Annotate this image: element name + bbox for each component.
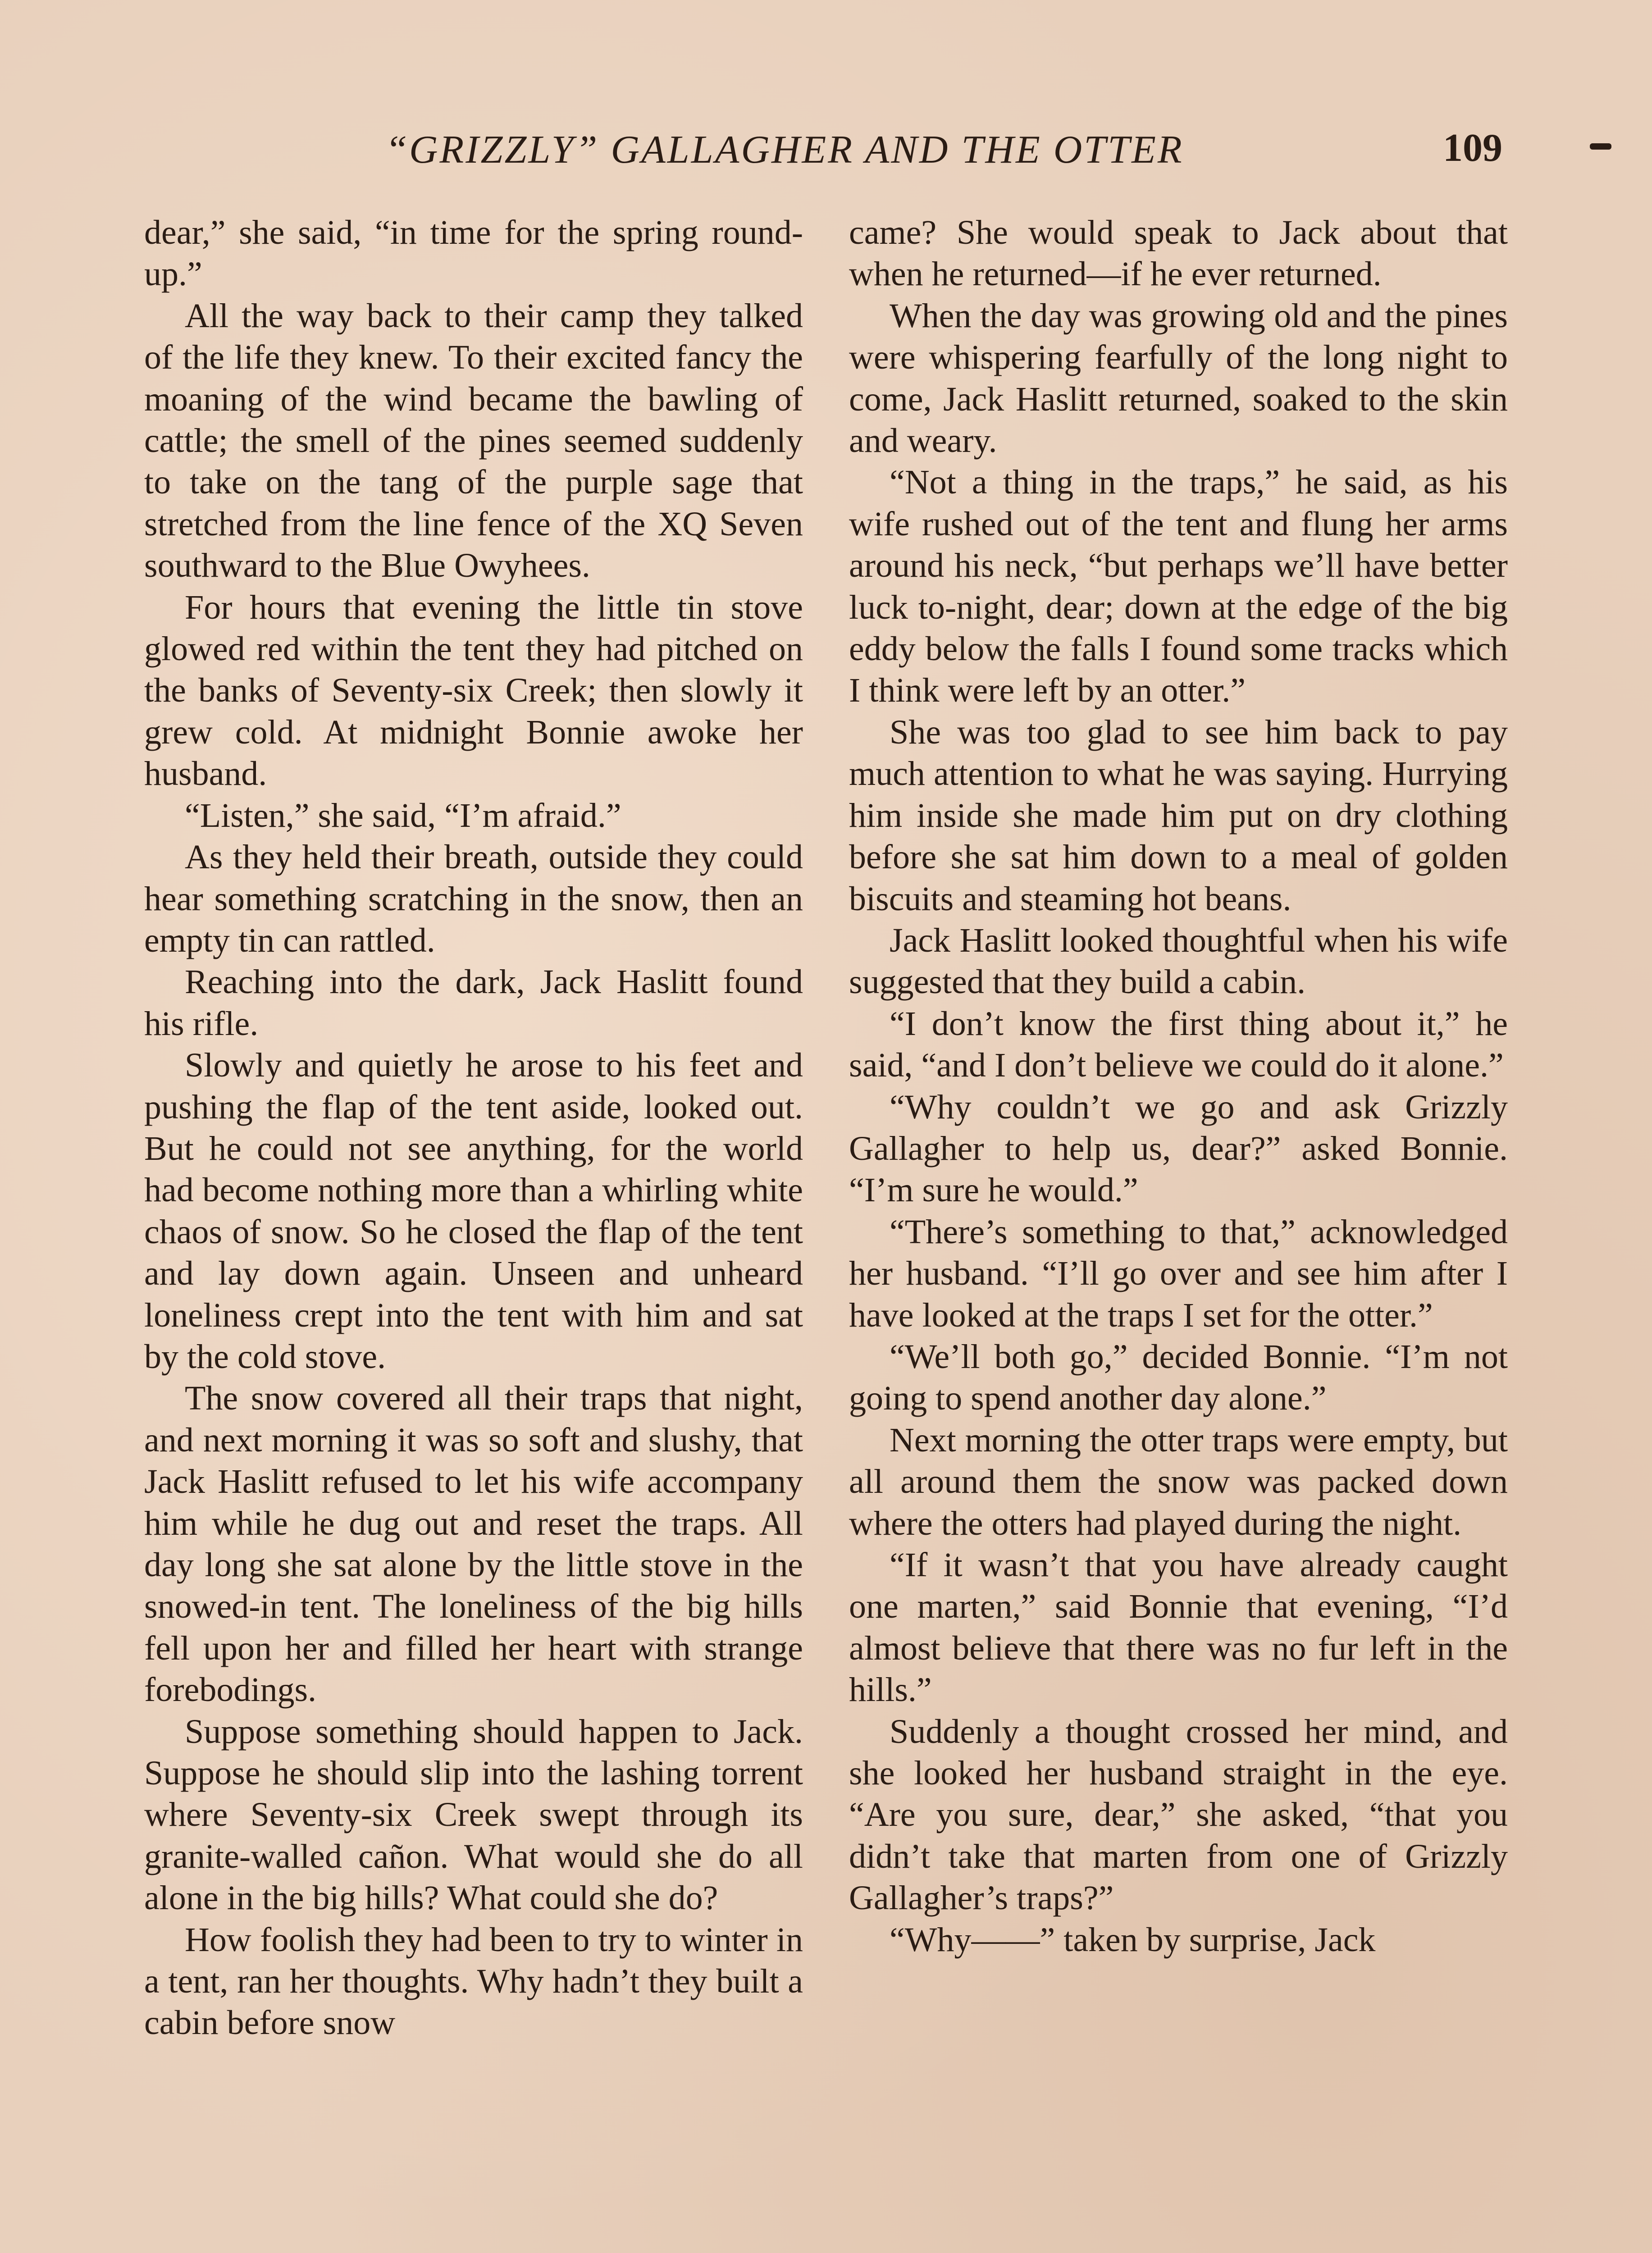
paragraph: “Why couldn’t we go and ask Grizzly Gallagher to help us, dear?” asked Bonnie. “I’m sure he would.” [849, 1088, 1508, 1209]
paragraph: Reaching into the dark, Jack Haslitt found his rifle. [144, 963, 803, 1043]
paragraph: “There’s something to that,” acknowledged her husband. “I’ll go over and see him after I have looked at the traps I set for the otter.” [849, 1213, 1508, 1334]
paragraph: dear,” she said, “in time for the spring round-up.” [144, 214, 803, 293]
edge-mark [1590, 143, 1611, 150]
paragraph: “We’ll both go,” decided Bonnie. “I’m not going to spend another day alone.” [849, 1337, 1508, 1418]
paragraph: “Listen,” she said, “I’m afraid.” [185, 796, 621, 835]
paragraph: How foolish they had been to try to winter in a tent, ran her thoughts. Why hadn’t they built a cabin before snow [144, 1920, 803, 2042]
paragraph: All the way back to their camp they talked of the life they knew. To their excited fancy the moaning of the wind became the bawling of cattle; the smell of the pines seemed suddenly to take on the tang of the purple sage that stretched from the line fence of the XQ Seven southward to the Blue Owyhees. [144, 296, 803, 585]
paragraph: For hours that evening the little tin stove glowed red within the tent they had pitched on the banks of Seventy-six Creek; then slowly it grew cold. At midnight Bonnie awoke her husband. [144, 588, 803, 793]
paragraph: Suddenly a thought crossed her mind, and she looked her husband straight in the eye. “Are you sure, dear,” she asked, “that you didn’t take that marten from one of Grizzly Gallagher’s traps?” [849, 1712, 1508, 1917]
paragraph: “Why——” taken by surprise, Jack [890, 1920, 1376, 1959]
page-number: 109 [1443, 126, 1502, 170]
paragraph: “Not a thing in the traps,” he said, as his wife rushed out of the tent and flung her arms around his neck, “but perhaps we’ll have better luck to-night, dear; down at the edge of the big eddy below the falls I found some tracks which I think were left by an otter.” [849, 463, 1508, 710]
paragraph: “I don’t know the first thing about it,” he said, “and I don’t believe we could do it alone.” [849, 1004, 1508, 1085]
paragraph: When the day was growing old and the pines were whispering fearfully of the long night to come, Jack Haslitt returned, soaked to the skin and weary. [849, 296, 1508, 460]
running-head-title: “GRIZZLY” GALLAGHER AND THE OTTER [385, 128, 1184, 172]
paragraph: She was too glad to see him back to pay much attention to what he was saying. Hurrying him inside she made him put on dry clothing before she sat him down to a meal of golden biscuits and steaming hot beans. [849, 713, 1508, 918]
paragraph: Next morning the otter traps were empty, but all around them the snow was packed down where the otters had played during the night. [849, 1421, 1508, 1542]
paragraph: The snow covered all their traps that night, and next morning it was so soft and slushy, that Jack Haslitt refused to let his wife accompany him while he dug out and reset the traps. All day long she sat alone by the little stove in the snowed-in tent. The loneliness of the big hills fell upon her and filled her heart with strange forebodings. [144, 1379, 803, 1709]
paragraph: Jack Haslitt looked thoughtful when his wife suggested that they build a cabin. [849, 921, 1508, 1001]
paragraph: Suppose something should happen to Jack. Suppose he should slip into the lashing torrent where Seventy-six Creek swept through its granite-walled cañon. What would she do all alone in the big hills? What could she do? [144, 1712, 803, 1917]
paragraph: As they held their breath, outside they could hear something scratching in the snow, then an empty tin can rattled. [144, 838, 803, 959]
paragraph: came? She would speak to Jack about that when he returned—if he ever returned. [849, 214, 1508, 293]
left-column [144, 212, 803, 2044]
paragraph: “If it wasn’t that you have already caught one marten,” said Bonnie that evening, “I’d almost believe that there was no fur left in the hills.” [849, 1546, 1508, 1709]
paragraph: Slowly and quietly he arose to his feet and pushing the flap of the tent aside, looked out. But he could not see anything, for the world had become nothing more than a whirling white chaos of snow. So he closed the flap of the tent and lay down again. Unseen and unheard loneliness crept into the tent with him and sat by the cold stove. [144, 1046, 803, 1376]
right-column [849, 212, 1508, 1961]
